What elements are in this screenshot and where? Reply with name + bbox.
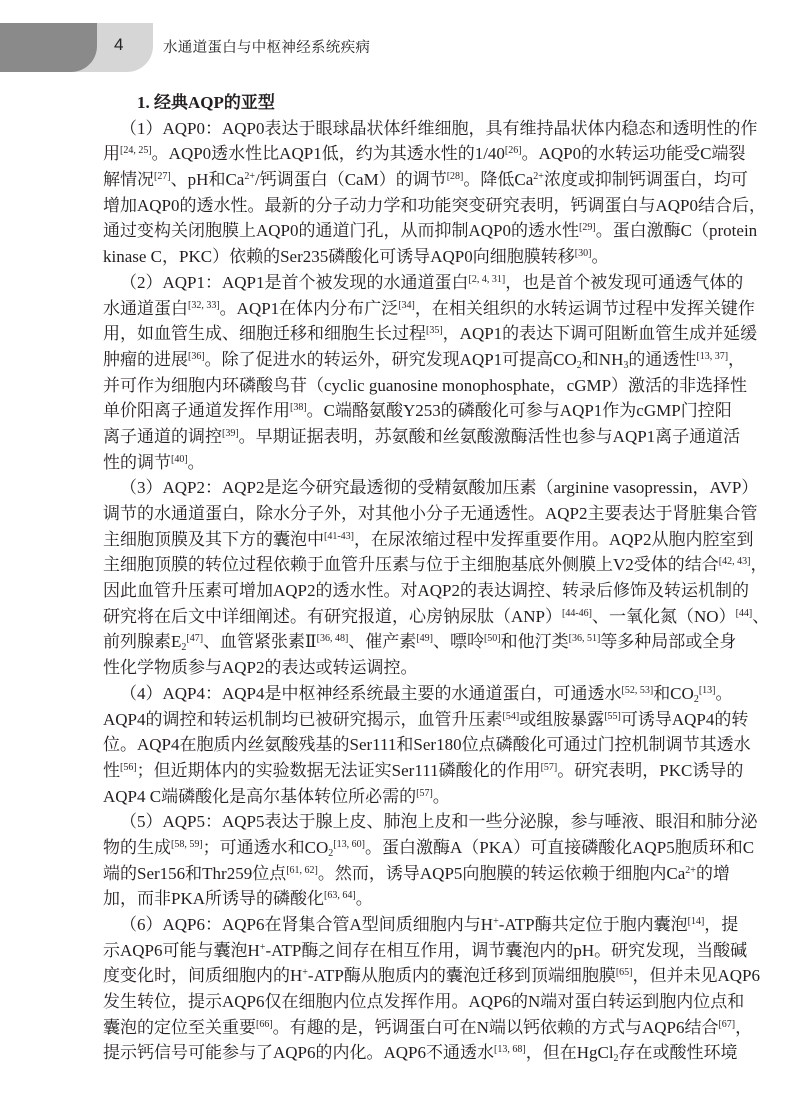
text-line (103, 861, 730, 887)
text-run: 性的调节 (103, 452, 171, 472)
citation-ref: [14] (687, 916, 705, 927)
text-run: 用，如血管生成、细胞迁移和细胞生长过程 (103, 324, 426, 344)
subscript: 2 (328, 847, 334, 859)
text-run: ，提 (704, 915, 739, 934)
text-run: 示AQP6可能与囊泡H (103, 940, 260, 960)
text-run: ， (735, 1017, 753, 1037)
page-number: 4 (114, 35, 124, 54)
text-run: 。 (591, 247, 609, 267)
text-line (103, 604, 770, 630)
citation-ref: [41-43] (324, 530, 354, 542)
text-line (103, 707, 749, 733)
text-run: 。有趣的是，钙调蛋白可在N端以钙依赖的方式与AQP6结合 (272, 1017, 719, 1037)
subscript: 3 (623, 359, 629, 371)
text-run: 囊泡的定位至关重要 (103, 1017, 256, 1037)
citation-ref: [24, 25] (120, 145, 152, 157)
citation-ref: [13] (698, 684, 716, 696)
text-run: 加，而非PKA所诱导的磷酸化 (103, 889, 325, 909)
paragraph-aqp1 (103, 270, 758, 476)
text-run: 或组胺暴露 (519, 709, 605, 729)
citation-ref: [36] (188, 350, 205, 362)
text-run: 、一氧化氮（NO） (592, 606, 736, 626)
citation-ref: [40] (171, 453, 188, 465)
text-line (103, 450, 720, 476)
citation-ref: [32, 33] (188, 299, 220, 311)
citation-ref: [57] (540, 761, 558, 773)
text-line (103, 218, 758, 244)
text-line (103, 578, 750, 604)
paragraph-aqp0 (103, 116, 767, 270)
text-run: ， (728, 349, 746, 369)
text-run: 。研究表明，PKC诱导的 (557, 760, 744, 780)
text-run: 。C端酪氨酸Y253的磷酸化可参与AQP1作为cGMP门控阳 (306, 401, 732, 421)
text-run: ，AQP1的表达下调可阻断血管生成并延缓 (442, 324, 758, 344)
text-run: ， (750, 555, 768, 575)
text-run: 的通透性 (628, 349, 697, 369)
text-run: 浓度或抑制钙调蛋白，均可 (543, 170, 748, 190)
text-run: 并可作为细胞内环磷酸鸟苷（cyclic guanosine monophosphate，cGMP）激活的非选择性 (103, 375, 748, 395)
citation-ref: [57] (416, 787, 433, 799)
text-run: 前列腺素E (103, 632, 182, 652)
citation-ref: [35] (426, 325, 443, 337)
text-run: 。AQP1在体内分布广泛 (219, 298, 399, 318)
subscript: 2 (613, 1053, 619, 1065)
text-run: （6）AQP6：AQP6在肾集合管A型间质细胞内与H (120, 915, 494, 934)
text-run: 解情况 (103, 170, 154, 190)
citation-ref: [2, 4, 31] (468, 273, 506, 285)
text-line (103, 193, 767, 219)
text-run: 、嘌呤 (432, 632, 484, 652)
text-run: ；可通透水和CO (202, 837, 329, 857)
text-run: 度变化时，间质细胞内的H (103, 966, 303, 986)
text-run: （1）AQP0：AQP0表达于眼球晶状体纤维细胞，具有维持晶状体内稳态和透明性的作 (120, 118, 758, 138)
text-run: 。 (355, 889, 373, 909)
superscript: + (259, 941, 266, 953)
body-text (103, 90, 770, 1066)
text-line (103, 655, 720, 681)
text-line (103, 270, 744, 296)
citation-ref: [42, 43] (718, 556, 751, 568)
text-line (103, 141, 746, 167)
citation-ref: [52, 53] (621, 684, 654, 696)
text-run: 用 (103, 144, 120, 164)
citation-ref: [66] (256, 1018, 273, 1030)
text-line (103, 809, 758, 835)
text-run: ，在相关组织的水转运调节过程中发挥关键作 (414, 298, 755, 318)
text-run: ；但近期体内的实验数据无法证实Ser111磷酸化的作用 (136, 760, 541, 780)
text-line (103, 552, 768, 578)
text-run: （2）AQP1：AQP1是首个被发现的水通道蛋白 (120, 272, 469, 292)
text-run: 。AQP0透水性比AQP1低，约为其透水性的1/40 (151, 144, 505, 164)
text-run: 和NH (581, 349, 624, 369)
text-line (103, 912, 739, 938)
subscript: 2 (693, 693, 699, 705)
text-line (103, 938, 748, 964)
citation-ref: [56] (120, 761, 137, 773)
text-run: 。除了促进水的转运外，研究发现AQP1可提高CO (204, 349, 577, 369)
citation-ref: [67] (718, 1018, 736, 1030)
citation-ref: [44-46] (562, 607, 593, 619)
citation-ref: [50] (483, 633, 501, 645)
superscript: 2+ (533, 171, 544, 183)
text-run: 端的Ser156和Thr259位点 (103, 863, 287, 883)
text-line (103, 244, 720, 270)
text-run: 物的生成 (103, 837, 171, 857)
text-line (103, 835, 755, 861)
text-run: 主细胞顶膜的转位过程依赖于血管升压素与位于主细胞基底外侧膜上V2受体的结合 (103, 555, 719, 575)
text-run: 和CO (653, 683, 694, 703)
text-line (103, 475, 759, 501)
text-run: AQP4的调控和转运机制均已被研究揭示，血管升压素 (103, 709, 503, 729)
citation-ref: [63, 64] (324, 890, 356, 902)
text-run: 单价阳离子通道发挥作用 (103, 401, 290, 421)
citation-ref: [13, 60] (333, 838, 365, 850)
paragraph-aqp4 (103, 681, 751, 809)
text-run: 水通道蛋白 (103, 298, 188, 318)
text-run: 存在或酸性环境 (618, 1043, 738, 1063)
text-line (103, 501, 758, 527)
citation-ref: [49] (416, 633, 433, 645)
citation-ref: [36, 51] (568, 633, 601, 645)
text-line (103, 296, 755, 322)
text-run: 等多种局部或全身 (600, 632, 737, 652)
paragraphs (103, 116, 770, 1066)
text-run: 、催产素 (348, 632, 417, 652)
text-run: 。 (432, 786, 450, 806)
text-line (103, 116, 758, 142)
citation-ref: [30] (574, 248, 592, 260)
section-heading: 1. 经典AQP的亚型 (137, 93, 275, 112)
citation-ref: [38] (290, 402, 307, 414)
text-run: ，但在HgCl (525, 1043, 614, 1063)
text-run: 、 (752, 606, 770, 626)
running-title: 水通道蛋白与中枢神经系统疾病 (163, 40, 371, 56)
text-line (103, 963, 761, 989)
text-line (103, 347, 746, 373)
citation-ref: [13, 37] (696, 350, 729, 362)
paragraph-aqp6 (103, 912, 761, 1066)
citation-ref: [28] (446, 171, 464, 183)
text-run: 可诱导AQP4的转 (620, 709, 749, 729)
citation-ref: [47] (186, 633, 204, 645)
text-run: 调节的水通道蛋白，除水分子外，对其他小分子无通透性。AQP2主要表达于肾脏集合管 (103, 504, 758, 523)
text-run: -ATP酶共定位于胞内囊泡 (498, 915, 688, 934)
header-tab-dark (0, 23, 97, 72)
text-run: 。 (715, 683, 733, 703)
text-run: 。 (187, 452, 205, 472)
text-line (103, 758, 744, 784)
text-line (103, 1040, 738, 1066)
superscript: 2+ (244, 171, 255, 183)
text-line (103, 784, 720, 810)
text-line (103, 424, 741, 450)
text-run: 的增 (695, 863, 730, 883)
text-line (103, 527, 754, 553)
text-run: 和他汀类 (500, 632, 569, 652)
superscript: + (302, 967, 308, 979)
text-run: -ATP酶之间存在相互作用，调节囊泡内的pH。研究发现，当酸碱 (265, 940, 748, 960)
text-line (103, 1015, 753, 1041)
text-run: 性 (103, 760, 120, 780)
text-run: （3）AQP2：AQP2是迄今研究最透彻的受精氨酸加压素（arginine vasopressin，AVP） (120, 478, 759, 498)
text-run: /钙调蛋白（CaM）的调节 (254, 170, 447, 190)
superscript: + (493, 916, 499, 927)
text-run: 肿瘤的进展 (103, 349, 188, 369)
text-line (103, 989, 745, 1015)
text-line (103, 167, 748, 193)
citation-ref: [34] (398, 299, 415, 311)
citation-ref: [54] (502, 710, 520, 722)
text-line (103, 321, 758, 347)
text-run: 通过变构关闭胞膜上AQP0的通道门孔，从而抑制AQP0的透水性 (103, 221, 580, 241)
text-run: 。蛋白激酶A（PKA）可直接磷酸化AQP5胞质环和C (364, 837, 755, 857)
paragraph-aqp2 (103, 475, 770, 681)
text-run: 、血管紧张素Ⅱ (203, 632, 317, 652)
text-run: ，但并未见AQP6 (632, 966, 761, 986)
citation-ref: [27] (154, 171, 171, 183)
text-run: 增加AQP0的透水性。最新的分子动力学和功能突变研究表明，钙调蛋白与AQP0结合后， (103, 195, 767, 215)
text-run: 。降低Ca (463, 170, 534, 190)
text-run: 提示钙信号可能参与了AQP6的内化。AQP6不通透水 (103, 1043, 495, 1063)
citation-ref: [44] (735, 607, 753, 619)
text-run: AQP4 C端磷酸化是高尔基体转位所必需的 (103, 786, 417, 806)
text-run: 因此血管升压素可增加AQP2的透水性。对AQP2的表达调控、转录后修饰及转运机制的 (103, 581, 750, 601)
citation-ref: [26] (504, 145, 522, 157)
text-run: 离子通道的调控 (103, 426, 222, 446)
text-line (103, 629, 737, 655)
text-run: 主细胞顶膜及其下方的囊泡中 (103, 529, 324, 549)
superscript: 2+ (685, 864, 696, 876)
text-run: ，在尿浓缩过程中发挥重要作用。AQP2从胞内腔室到 (354, 529, 754, 549)
citation-ref: [39] (222, 427, 239, 439)
citation-ref: [13, 68] (494, 1044, 526, 1056)
text-run: 。然而，诱导AQP5向胞膜的转运依赖于细胞内Ca (317, 863, 686, 883)
text-line (103, 373, 748, 399)
text-run: 性化学物质参与AQP2的表达或转运调控。 (103, 658, 418, 678)
paragraph-aqp5 (103, 809, 758, 912)
citation-ref: [65] (615, 967, 633, 979)
text-run: （4）AQP4：AQP4是中枢神经系统最主要的水通道蛋白，可通透水 (120, 683, 622, 703)
text-line (103, 681, 733, 707)
text-run: 。蛋白激酶C（protein (595, 221, 758, 241)
text-line (103, 398, 732, 424)
text-run: 位。AQP4在胞质内丝氨酸残基的Ser111和Ser180位点磷酸化可通过门控机制调节其透水 (103, 735, 751, 755)
text-run: 。早期证据表明，苏氨酸和丝氨酸激酶活性也参与AQP1离子通道活 (238, 426, 741, 446)
citation-ref: [55] (604, 710, 621, 722)
subscript: 2 (576, 359, 582, 371)
text-run: 发生转位，提示AQP6仅在细胞内位点发挥作用。AQP6的N端对蛋白转运到胞内位点和 (103, 992, 745, 1012)
citation-ref: [58, 59] (171, 838, 203, 850)
text-run: -ATP酶从胞质内的囊泡迁移到顶端细胞膜 (307, 966, 616, 986)
text-run: 。AQP0的水转运功能受C端裂 (521, 144, 746, 164)
text-run: 研究将在后文中详细阐述。有研究报道，心房钠尿肽（ANP） (103, 606, 563, 626)
text-line (103, 732, 751, 758)
text-run: ，也是首个被发现可通透气体的 (505, 272, 744, 292)
text-line (103, 886, 720, 912)
text-run: kinase C，PKC）依赖的Ser235磷酸化可诱导AQP0向细胞膜转移 (103, 247, 575, 267)
text-run: 、pH和Ca (170, 170, 245, 190)
citation-ref: [61, 62] (286, 864, 318, 876)
citation-ref: [29] (579, 222, 596, 234)
subscript: 2 (181, 642, 187, 654)
text-run: （5）AQP5：AQP5表达于腺上皮、肺泡上皮和一些分泌腺，参与唾液、眼泪和肺分泌 (120, 812, 758, 832)
citation-ref: [36, 48] (316, 633, 349, 645)
